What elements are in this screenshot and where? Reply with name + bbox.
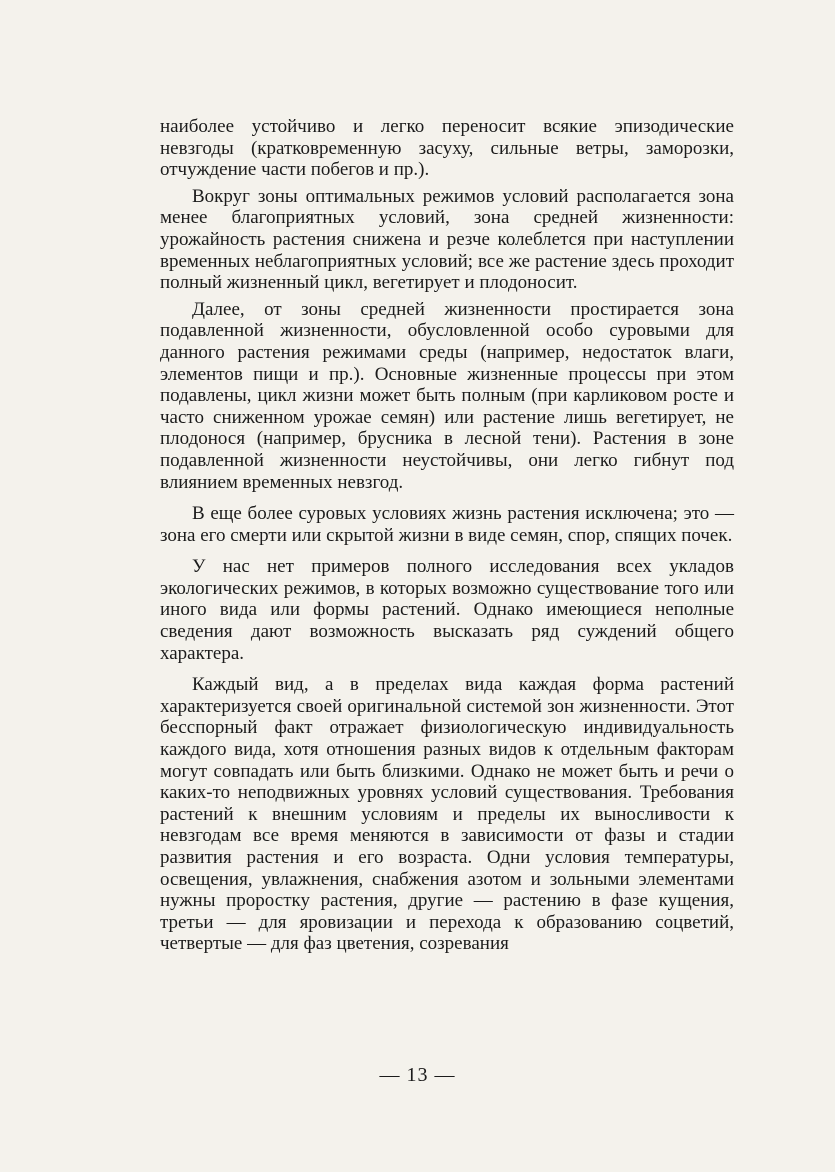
paragraph-2: Вокруг зоны оптимальных режимов условий располагается зона менее благоприятных условий, зона средней жизненности: урожайность растения снижена и резче колеблется при наступлении временных неблагоприятных условий; все же растение здесь проходит полный жизненный цикл, вегетирует и плодоносит. [160,185,734,294]
paragraph-5: У нас нет примеров полного исследования всех укладов экологических режимов, в которых возможно существование того или иного вида или формы растений. Однако имеющиеся неполные сведения дают возможность высказать ряд суждений общего характера. [160,556,734,664]
paragraph-6: Каждый вид, а в пределах вида каждая форма растений характеризуется своей оригинальной системой зон жизненности. Этот бесспорный факт отражает физиологическую индивидуальность каждого вида, хотя отношения разных видов к отдельным факторам могут совпадать или быть близкими. Однако не может быть и речи о каких-то неподвижных уровнях условий существования. Требования растений к внешним условиям и пределы их выносливости к невзгодам все время меняются в зависимости от фазы и стадии развития растения и его возраста. Одни условия температуры, освещения, увлажнения, снабжения азотом и зольными элементами нужны проростку растения, другие — растению в фазе кущения, третьи — для яровизации и перехода к образованию соцветий, четвертые — для фаз цветения, созревания [160,674,734,955]
paragraph-3: Далее, от зоны средней жизненности простирается зона подавленной жизненности, обусловленной особо суровыми для данного растения режимами среды (например, недостаток влаги, элементов пищи и пр.). Основные жизненные процессы при этом подавлены, цикл жизни может быть полным (при карликовом росте и часто сниженном урожае семян) или растение лишь вегетирует, не плодонося (например, брусника в лесной тени). Растения в зоне подавленной жизненности неустойчивы, они легко гибнут под влиянием временных невзгод. [160,298,734,493]
paragraph-4: В еще более суровых условиях жизнь растения исключена; это — зона его смерти или скрытой жизни в виде семян, спор, спящих почек. [160,503,734,546]
page-number: — 13 — [379,1064,456,1086]
paragraph-1: наиболее устойчиво и легко переносит всякие эпизодические невзгоды (кратковременную засуху, сильные ветры, заморозки, отчуждение части побегов и пр.). [160,116,734,181]
page-body [160,116,734,955]
